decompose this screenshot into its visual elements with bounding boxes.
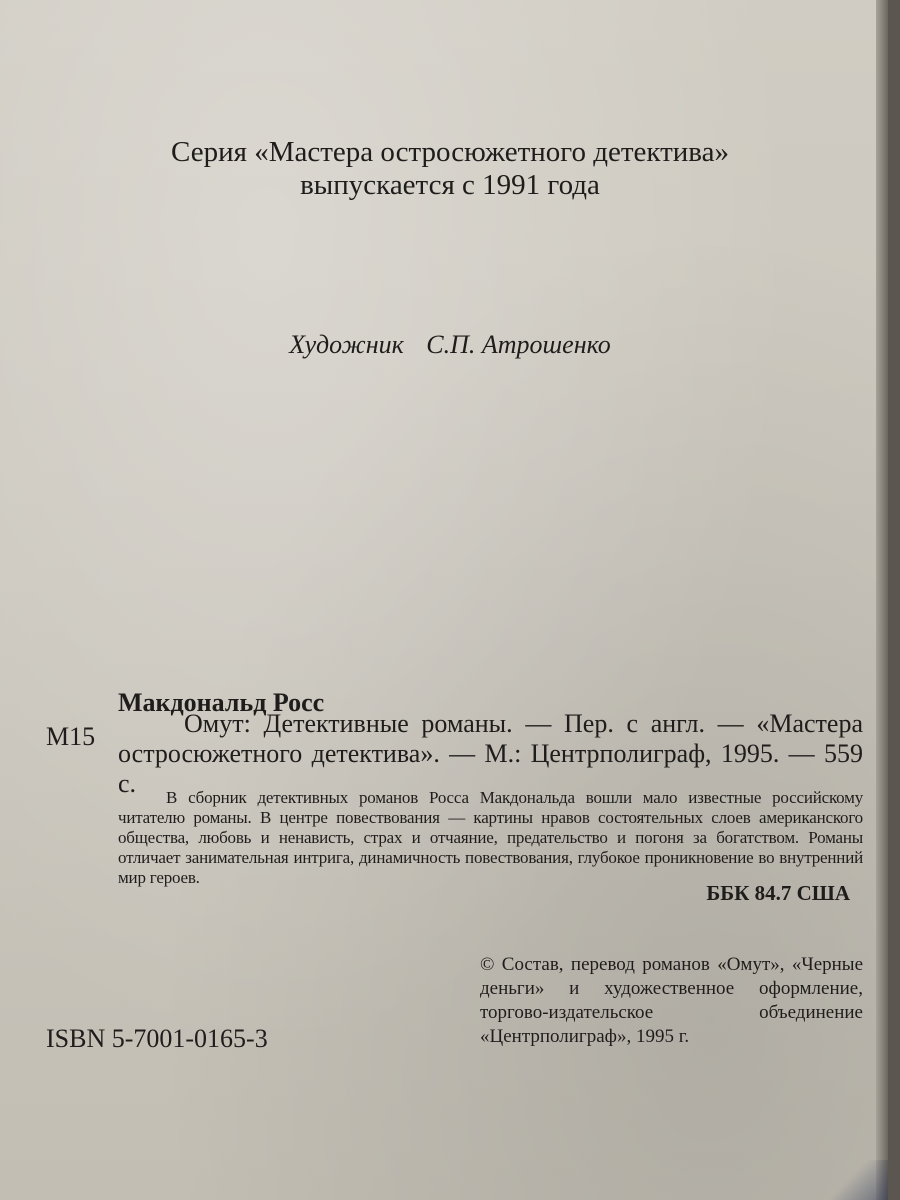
artist-role: Художник <box>289 330 404 359</box>
artist-name: С.П. Атрошенко <box>426 330 611 359</box>
cover-corner <box>828 1160 888 1200</box>
isbn-number: ISBN 5-7001-0165-3 <box>46 1024 268 1053</box>
series-title: Серия «Мастера остросюжетного детектива» <box>171 136 729 168</box>
copyright-notice: © Состав, перевод романов «Омут», «Черные деньги» и художественное оформление, торгово-издательское объединение «Центрполиграф», 1995 г. <box>480 954 863 1047</box>
artist-credit <box>0 330 900 360</box>
catalog-code: М15 <box>46 722 96 751</box>
page-edge <box>876 0 888 1200</box>
series-subtitle: выпускается с 1991 года <box>300 169 600 201</box>
bibliographic-description: Омут: Детективные романы. — Пер. с англ. — «Мастера остросюжетного детектива». — М.: Центрполиграф, 1995. — 559 с. <box>118 709 863 798</box>
annotation-text: В сборник детективных романов Росса Макдональда вошли мало известные российскому читателю романы. В центре повествования — картины нравов состоятельных слоев американского общества, любовь и ненависть, страх и отчаяние, предательство и погоня за богатством. Романы отличает занимательная интрига, динамичность повествования, глубокое проникновение во внутренний мир героев. <box>118 788 863 887</box>
bbk-classification: ББК 84.7 США <box>706 881 850 905</box>
author-heading: Макдональд Росс <box>118 688 325 717</box>
